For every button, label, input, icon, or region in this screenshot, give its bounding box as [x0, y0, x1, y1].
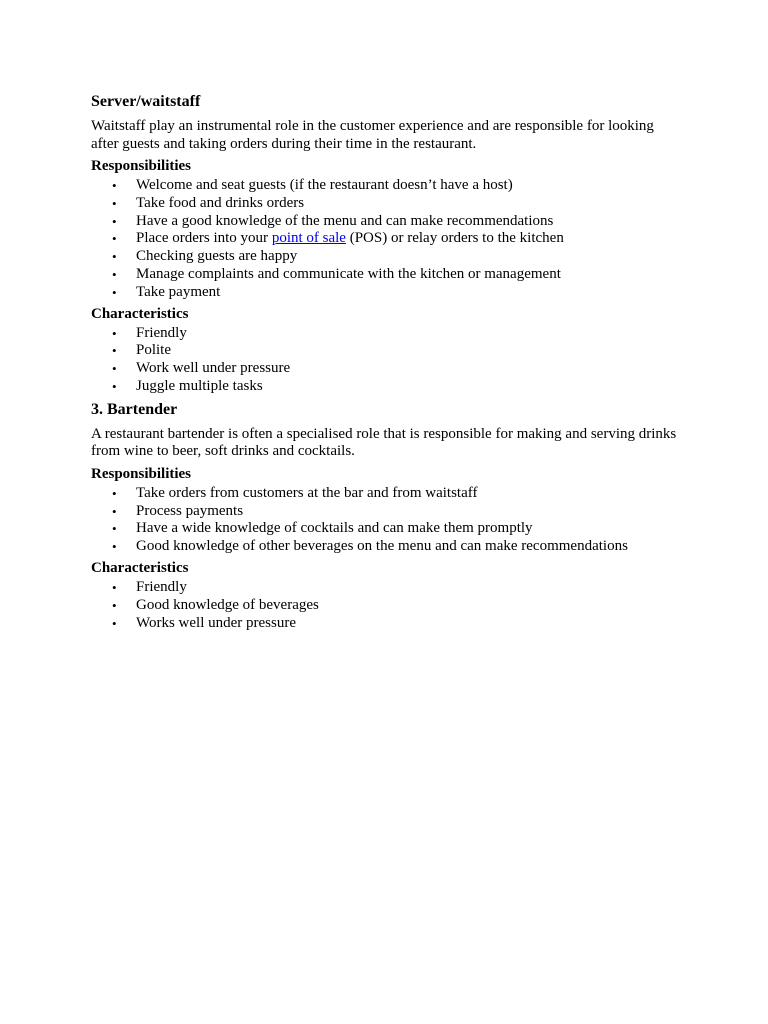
- list-item-text: Polite: [136, 342, 172, 359]
- list-item: [91, 520, 681, 538]
- bullet-icon: •: [112, 503, 117, 519]
- bullet-icon: •: [112, 615, 117, 631]
- list-item: [91, 325, 681, 343]
- list-item-text: Friendly: [136, 578, 187, 595]
- list-item-text: Checking guests are happy: [136, 248, 298, 265]
- list-item-text: Work well under pressure: [136, 360, 291, 377]
- list-item: [91, 597, 681, 615]
- list-item: [91, 195, 681, 213]
- bullet-icon: •: [112, 213, 117, 229]
- list-item-text: Process payments: [136, 502, 244, 519]
- document-body: [91, 91, 681, 635]
- section-heading: Server/waitstaff: [91, 93, 201, 110]
- characteristics-label: Characteristics: [91, 305, 189, 322]
- bullet-icon: •: [112, 178, 117, 193]
- list-item-text: Have a wide knowledge of cocktails and can make them promptly: [136, 520, 533, 537]
- section-intro: A restaurant bartender is often a specialised role that is responsible for making and serving drinks from wine to beer, soft drinks and cocktails.: [91, 425, 677, 460]
- bullet-icon: •: [112, 249, 117, 265]
- responsibilities-label: Responsibilities: [91, 158, 192, 174]
- section-bartender: [91, 399, 681, 633]
- bullet-icon: •: [112, 343, 117, 359]
- bullet-icon: •: [112, 485, 117, 501]
- list-item: [91, 248, 681, 266]
- list-item: [91, 503, 681, 521]
- bullet-icon: •: [112, 266, 117, 282]
- list-item-text: Take orders from customers at the bar and from waitstaff: [136, 484, 478, 501]
- list-item-text-before-link: Place orders into your: [136, 230, 272, 247]
- bullet-icon: •: [112, 521, 117, 537]
- point-of-sale-link[interactable]: point of sale: [271, 230, 346, 247]
- list-item-text: Friendly: [136, 324, 187, 341]
- list-item-text: Good knowledge of other beverages on the menu and can make recommendations: [136, 538, 628, 555]
- characteristics-label: Characteristics: [91, 559, 189, 576]
- list-item-text: Take food and drinks orders: [136, 194, 305, 211]
- list-item: [91, 177, 681, 195]
- list-item-text: Welcome and seat guests (if the restaurant doesn’t have a host): [136, 177, 513, 193]
- list-item: [91, 378, 681, 396]
- bullet-icon: •: [112, 325, 117, 341]
- bullet-icon: •: [112, 231, 117, 247]
- section-server-waitstaff: [91, 91, 681, 396]
- characteristics-list: [91, 579, 681, 632]
- list-item-text: Juggle multiple tasks: [136, 377, 263, 394]
- list-item-text: Take payment: [136, 283, 221, 300]
- bullet-icon: •: [112, 284, 117, 300]
- bullet-icon: •: [112, 195, 117, 211]
- section-intro: Waitstaff play an instrumental role in the customer experience and are responsible for looking after guests and taking orders during their time in the restaurant.: [91, 118, 654, 152]
- list-item: [91, 538, 681, 556]
- bullet-icon: •: [112, 361, 117, 377]
- bullet-icon: •: [112, 597, 117, 613]
- list-item-text-after-link: (POS) or relay orders to the kitchen: [345, 230, 564, 247]
- list-item: [91, 213, 681, 231]
- list-item-text: Have a good knowledge of the menu and can make recommendations: [136, 212, 554, 229]
- list-item: [91, 266, 681, 284]
- list-item: [91, 360, 681, 378]
- list-item: [91, 230, 681, 248]
- list-item-text: Manage complaints and communicate with the kitchen or management: [136, 265, 561, 282]
- list-item: [91, 284, 681, 302]
- list-item-text: Good knowledge of beverages: [136, 596, 319, 613]
- section-heading: 3. Bartender: [91, 400, 178, 418]
- responsibilities-label: Responsibilities: [91, 465, 192, 482]
- list-item: [91, 485, 681, 503]
- bullet-icon: •: [112, 378, 117, 394]
- characteristics-list: [91, 325, 681, 396]
- bullet-icon: •: [112, 539, 117, 555]
- responsibilities-list: [91, 485, 681, 556]
- responsibilities-list: [91, 177, 681, 302]
- list-item: [91, 579, 681, 597]
- list-item: [91, 342, 681, 360]
- bullet-icon: •: [112, 579, 117, 595]
- list-item-text: Works well under pressure: [136, 614, 296, 631]
- list-item: [91, 615, 681, 633]
